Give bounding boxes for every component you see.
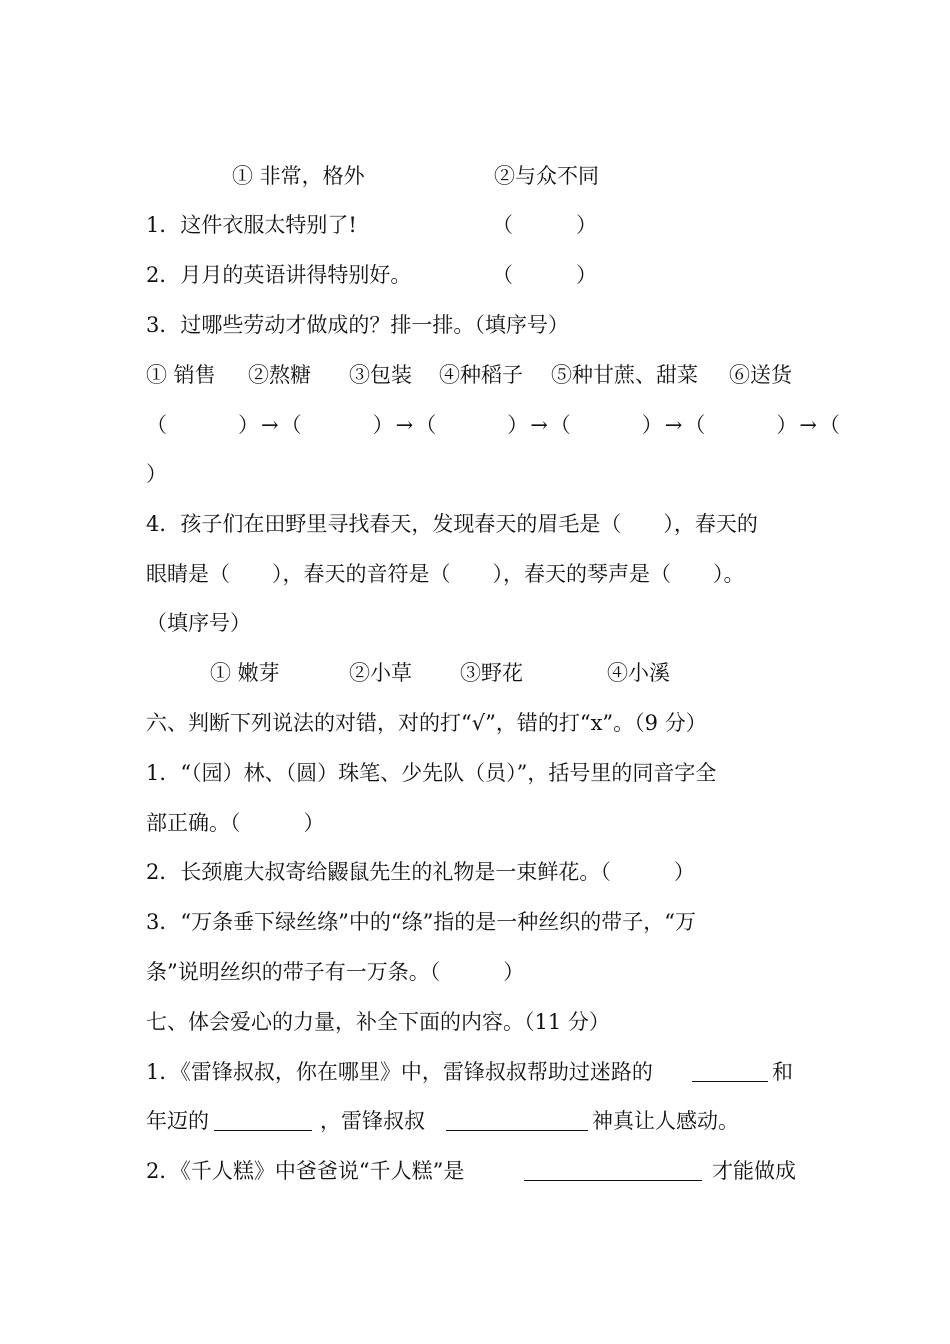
- section6-heading: 六、判断下列说法的对错，对的打“√”，错的打“x”。（9 分）: [146, 711, 707, 735]
- section6-item-3a: 3．“万条垂下绿丝绦”中的“绦”指的是一种丝织的带子，“万: [146, 910, 697, 934]
- q3-option: ⑤种甘蔗、甜菜: [551, 363, 698, 387]
- section7-item-1-text-2: 年迈的: [146, 1109, 209, 1133]
- meaning-option-2: ②与众不同: [494, 164, 599, 188]
- section7-item-2-text: 2．《千人糕》中爸爸说“千人糕”是: [146, 1159, 465, 1183]
- q3-option: ③包装: [349, 363, 412, 387]
- section7-item-2-text-2: 才能做成: [712, 1159, 796, 1183]
- q3-sequence-end: ）: [146, 462, 167, 486]
- q4-option: ④小溪: [607, 661, 670, 685]
- section7-item-1-and: 和: [772, 1060, 793, 1084]
- q3-option: ⑥送货: [729, 363, 792, 387]
- section6-item-3b: 条”说明丝织的带子有一万条。（ ）: [146, 960, 525, 984]
- meaning-question-2-answer[interactable]: （ ）: [492, 263, 597, 287]
- meaning-question-1-answer[interactable]: （ ）: [492, 213, 597, 237]
- q3-sequence-row[interactable]: （ ）→（ ）→（ ）→（ ）→（ ）→（: [146, 413, 842, 437]
- q3-option: ④种稻子: [439, 363, 523, 387]
- q3-title: 3．过哪些劳动才做成的？排一排。（填序号）: [146, 313, 569, 337]
- meaning-question-2: 2．月月的英语讲得特别好。: [146, 263, 412, 287]
- section7-blank-1[interactable]: [692, 1058, 768, 1082]
- section6-item-1a: 1．“（园）林、（圆）珠笔、少先队（员）”，括号里的同音字全: [146, 761, 717, 785]
- q4-line-2: 眼睛是（ ），春天的音符是（ ），春天的琴声是（ ）。: [146, 562, 745, 586]
- section7-item-1-text-4: 神真让人感动。: [592, 1109, 739, 1133]
- q4-option: ③野花: [460, 661, 523, 685]
- q3-option: ②熬糖: [248, 363, 311, 387]
- q4-option: ① 嫩芽: [210, 661, 280, 685]
- section7-item-1-text: 1．《雷锋叔叔，你在哪里》中，雷锋叔叔帮助过迷路的: [146, 1060, 653, 1084]
- meaning-option-1: ① 非常，格外: [232, 164, 365, 188]
- section7-item-1-text-3: ，雷锋叔叔: [320, 1109, 425, 1133]
- section7-blank-2[interactable]: [214, 1107, 312, 1131]
- section7-blank-4[interactable]: [524, 1157, 702, 1181]
- section6-item-2: 2．长颈鹿大叔寄给鼹鼠先生的礼物是一束鲜花。（ ）: [146, 860, 695, 884]
- section7-blank-3[interactable]: [446, 1107, 588, 1131]
- q4-line-3: （填序号）: [146, 611, 251, 635]
- q4-option: ②小草: [349, 661, 412, 685]
- section7-heading: 七、体会爱心的力量，补全下面的内容。（11 分）: [146, 1010, 610, 1034]
- section6-item-1b: 部正确。（ ）: [146, 811, 325, 835]
- meaning-question-1: 1．这件衣服太特别了!: [146, 213, 357, 237]
- q4-line-1: 4．孩子们在田野里寻找春天，发现春天的眉毛是（ ），春天的: [146, 512, 758, 536]
- q3-option: ① 销售: [146, 363, 216, 387]
